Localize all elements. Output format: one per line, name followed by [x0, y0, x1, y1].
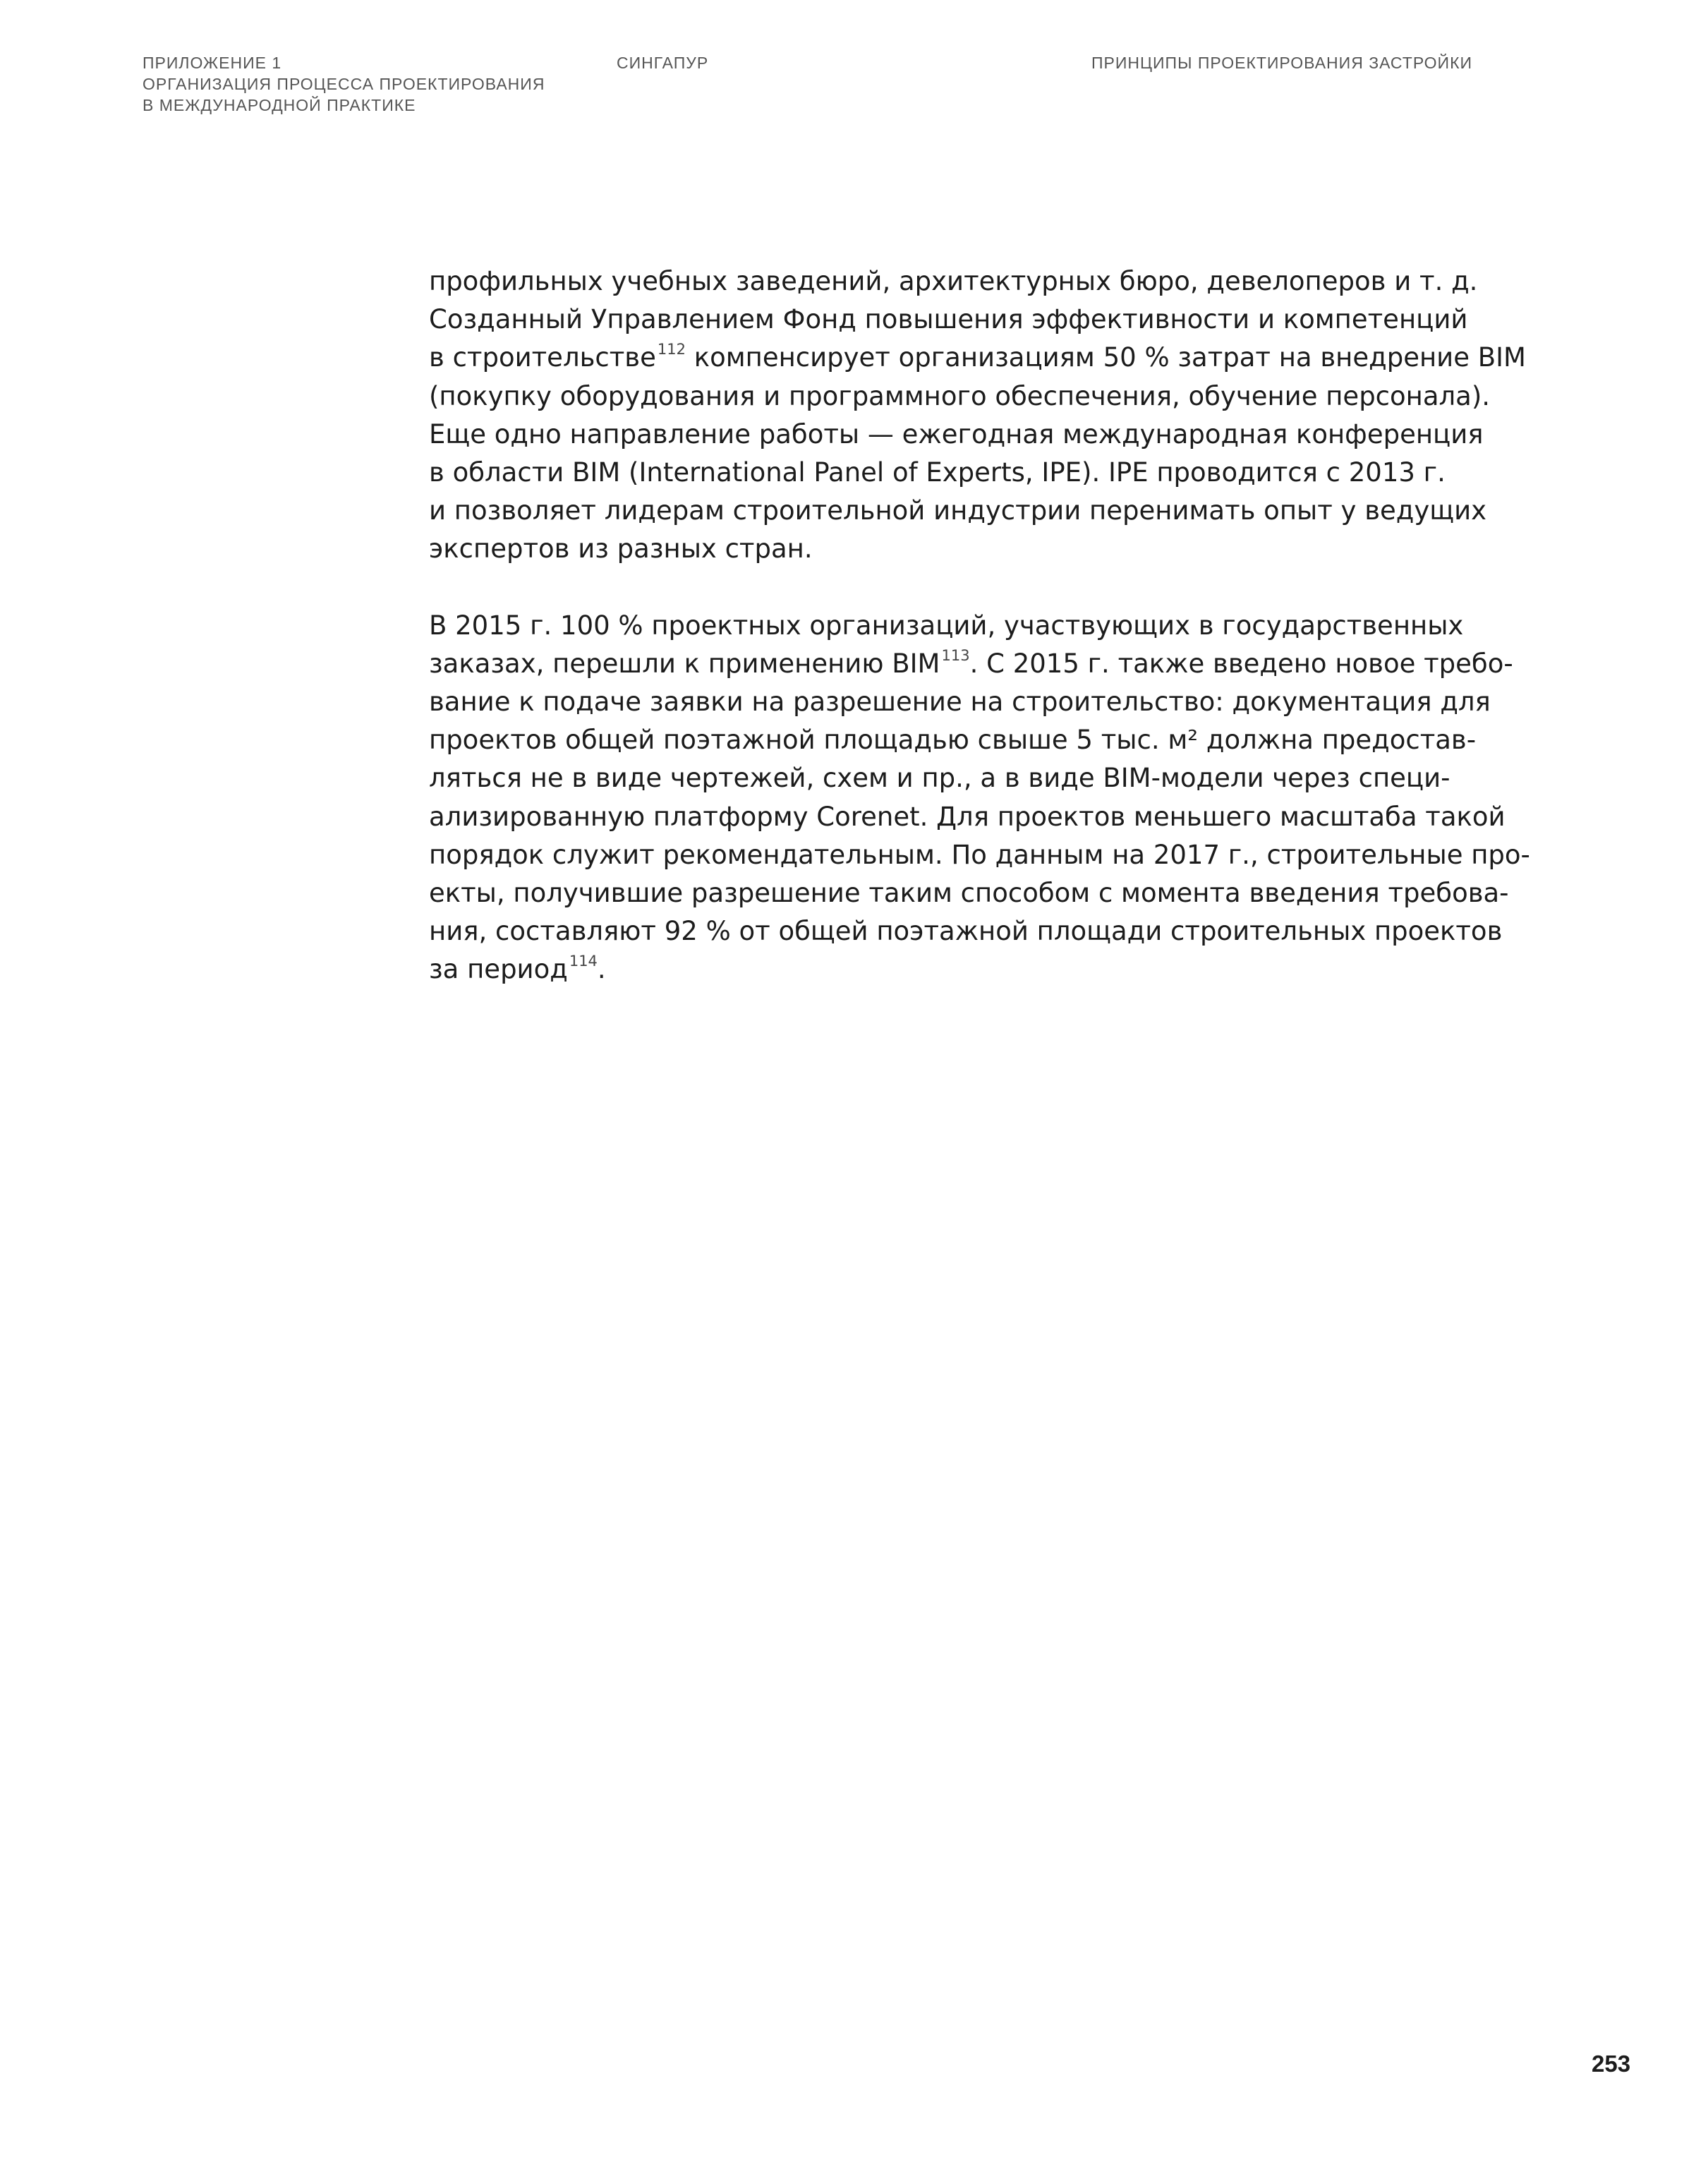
- running-head-line: В МЕЖДУНАРОДНОЙ ПРАКТИКЕ: [143, 96, 416, 114]
- text-line: екты, получившие разрешение таким способом с момента введения требова-: [429, 878, 1509, 909]
- footnote-ref-114[interactable]: 114: [569, 953, 598, 970]
- text-line: и позволяет лидерам строительной индустрии перенимать опыт у ведущих: [429, 495, 1487, 526]
- text-line: экспертов из разных стран.: [429, 533, 813, 565]
- text-line: [429, 339, 1558, 377]
- running-head-chapter: ПРИНЦИПЫ ПРОЕКТИРОВАНИЯ ЗАСТРОЙКИ: [1091, 54, 1473, 72]
- page-number: 253: [1592, 2051, 1631, 2077]
- text-line: ляться не в виде чертежей, схем и пр., а в виде BIM-модели через специ-: [429, 763, 1450, 794]
- text-line: (покупку оборудования и программного обеспечения, обучение персонала).: [429, 380, 1491, 411]
- text-line: порядок служит рекомендательным. По данным на 2017 г., строительные про-: [429, 839, 1530, 870]
- paragraph-2: [429, 607, 1558, 989]
- running-head-country: СИНГАПУР: [617, 54, 709, 72]
- running-head-line: ОРГАНИЗАЦИЯ ПРОЦЕССА ПРОЕКТИРОВАНИЯ: [143, 75, 545, 93]
- text-fragment: компенсирует организациям 50 % затрат на внедрение BIM: [685, 342, 1526, 373]
- text-line: в области BIM (International Panel of Experts, IPE). IPE проводится с 2013 г.: [429, 457, 1446, 488]
- text-fragment: . С 2015 г. также введено новое требо-: [969, 648, 1513, 679]
- text-line: ализированную платформу Corenet. Для проектов меньшего масштаба такой: [429, 801, 1506, 832]
- running-head-line: ПРИЛОЖЕНИЕ 1: [143, 54, 282, 72]
- paragraph-spacer: [429, 569, 1558, 607]
- text-line: профильных учебных заведений, архитектурных бюро, девелоперов и т. д.: [429, 266, 1478, 296]
- body-text: [429, 262, 1558, 989]
- text-line: Еще одно направление работы — ежегодная международная конференция: [429, 418, 1484, 449]
- text-fragment: заказах, перешли к применению BIM: [429, 648, 940, 679]
- text-line: [429, 645, 1558, 683]
- running-head-section: [143, 52, 545, 116]
- text-line: Созданный Управлением Фонд повышения эффективности и компетенций: [429, 304, 1468, 335]
- text-fragment: в строительстве: [429, 342, 656, 373]
- text-line: вание к подаче заявки на разрешение на строительство: документация для: [429, 687, 1491, 718]
- footnote-ref-112[interactable]: 112: [657, 341, 686, 358]
- text-fragment: .: [597, 954, 606, 985]
- paragraph-1: [429, 262, 1558, 569]
- footnote-ref-113[interactable]: 113: [941, 646, 970, 664]
- text-line: проектов общей поэтажной площадью свыше 5 тыс. м² должна предостав-: [429, 725, 1477, 756]
- text-line: [429, 950, 1558, 989]
- text-fragment: за период: [429, 954, 568, 985]
- text-line: В 2015 г. 100 % проектных организаций, участвующих в государственных: [429, 610, 1464, 641]
- text-line: ния, составляют 92 % от общей поэтажной площади строительных проектов: [429, 916, 1503, 947]
